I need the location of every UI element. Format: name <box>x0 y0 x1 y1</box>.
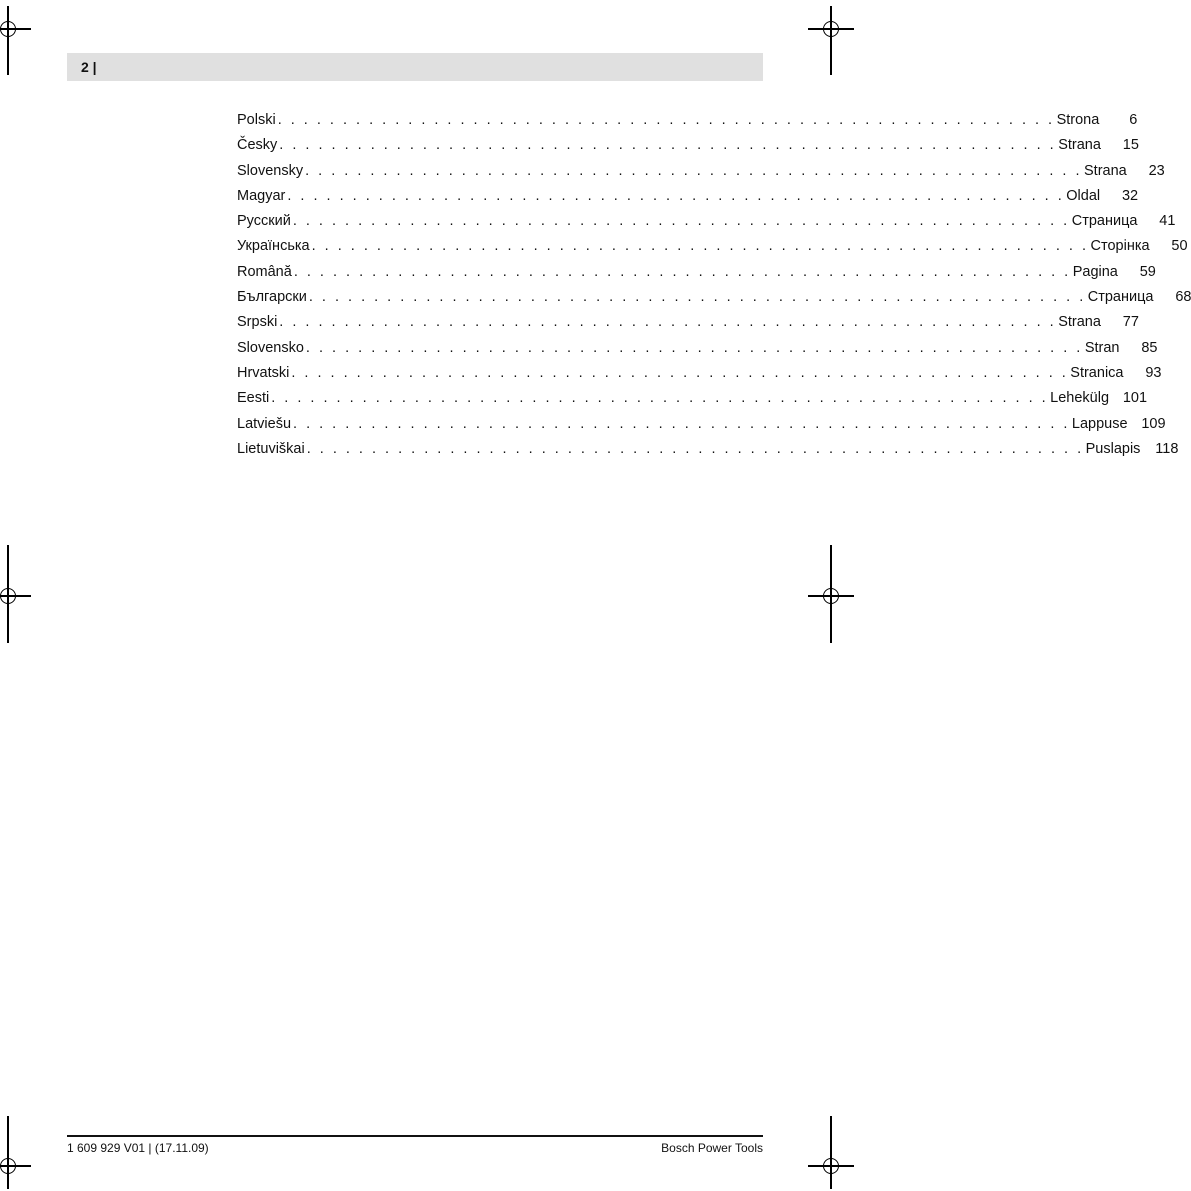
toc-entry <box>237 336 1158 361</box>
toc-language: Česky <box>237 137 278 154</box>
toc-language: Latviešu <box>237 415 292 432</box>
toc-page-number: 101 <box>1122 390 1148 407</box>
toc-dot-leader: . . . . . . . . . . . . . . . . . . . . . . . . . . . . . . . . . . . . . . . . . . . . . . . . . . . . . . . . . . . . <box>292 213 1070 230</box>
toc-entry <box>237 361 1162 386</box>
table-of-contents <box>237 108 1191 462</box>
toc-entry <box>237 133 1139 158</box>
toc-page-word: Strana <box>1058 137 1101 154</box>
toc-language: Українська <box>237 238 310 255</box>
toc-page-number: 15 <box>1122 137 1139 154</box>
toc-page-word: Сторінка <box>1090 238 1150 255</box>
toc-dot-leader: . . . . . . . . . . . . . . . . . . . . . . . . . . . . . . . . . . . . . . . . . . . . . . . . . . . . . . . . . . . . <box>311 238 1089 255</box>
footer-brand: Bosch Power Tools <box>661 1141 763 1155</box>
toc-page-number: 77 <box>1122 314 1139 331</box>
toc-dot-leader: . . . . . . . . . . . . . . . . . . . . . . . . . . . . . . . . . . . . . . . . . . . . . . . . . . . . . . . . . . . . <box>271 390 1049 407</box>
page-number: 2 | <box>81 59 97 75</box>
crop-line <box>7 40 9 75</box>
crop-line <box>830 1116 832 1146</box>
toc-page-number: 68 <box>1175 289 1191 306</box>
toc-page-number: 41 <box>1159 213 1176 230</box>
toc-page-word: Lehekülg <box>1050 390 1110 407</box>
toc-dot-leader: . . . . . . . . . . . . . . . . . . . . . . . . . . . . . . . . . . . . . . . . . . . . . . . . . . . . . . . . . . . . <box>293 263 1071 280</box>
toc-dot-leader: . . . . . . . . . . . . . . . . . . . . . . . . . . . . . . . . . . . . . . . . . . . . . . . . . . . . . . . . . . . . <box>306 440 1084 457</box>
toc-dot-leader: . . . . . . . . . . . . . . . . . . . . . . . . . . . . . . . . . . . . . . . . . . . . . . . . . . . . . . . . . . . . <box>308 289 1086 306</box>
crop-line <box>830 40 832 75</box>
toc-page-word: Stran <box>1084 339 1120 356</box>
footer-doc-id: 1 609 929 V01 | (17.11.09) <box>67 1141 209 1155</box>
toc-page-word: Strona <box>1056 112 1100 128</box>
toc-page-word: Strana <box>1084 162 1127 179</box>
registration-mark-top-left <box>0 18 19 40</box>
toc-language: Magyar <box>237 187 286 204</box>
footer-rule <box>67 1135 763 1137</box>
crop-line <box>7 1116 9 1146</box>
toc-page-number: 85 <box>1141 339 1158 356</box>
toc-entry <box>237 234 1188 259</box>
crop-line <box>830 545 832 643</box>
toc-dot-leader: . . . . . . . . . . . . . . . . . . . . . . . . . . . . . . . . . . . . . . . . . . . . . . . . . . . . . . . . . . . . <box>279 314 1057 331</box>
toc-entry <box>237 108 1138 133</box>
toc-page-word: Lappuse <box>1071 415 1128 432</box>
toc-entry <box>237 285 1191 310</box>
toc-page-word: Oldal <box>1066 187 1101 204</box>
toc-entry <box>237 159 1165 184</box>
toc-language: Български <box>237 289 307 306</box>
toc-language: Polski <box>237 112 276 128</box>
toc-language: Lietuviškai <box>237 440 305 457</box>
page-header-bar <box>67 53 763 81</box>
toc-language: Slovensky <box>237 162 304 179</box>
toc-page-word: Stranica <box>1070 364 1124 381</box>
toc-language: Русский <box>237 213 291 230</box>
toc-dot-leader: . . . . . . . . . . . . . . . . . . . . . . . . . . . . . . . . . . . . . . . . . . . . . . . . . . . . . . . . . . . . <box>291 364 1069 381</box>
registration-mark-bottom-right <box>820 1155 842 1177</box>
toc-page-word: Strana <box>1058 314 1101 331</box>
toc-dot-leader: . . . . . . . . . . . . . . . . . . . . . . . . . . . . . . . . . . . . . . . . . . . . . . . . . . . . . . . . . . . . <box>287 187 1065 204</box>
toc-language: Română <box>237 263 292 280</box>
registration-mark-bottom-left <box>0 1155 19 1177</box>
toc-entry <box>237 386 1148 411</box>
toc-language: Slovensko <box>237 339 304 356</box>
toc-dot-leader: . . . . . . . . . . . . . . . . . . . . . . . . . . . . . . . . . . . . . . . . . . . . . . . . . . . . . . . . . . . . <box>279 137 1057 154</box>
toc-dot-leader: . . . . . . . . . . . . . . . . . . . . . . . . . . . . . . . . . . . . . . . . . . . . . . . . . . . . . . . . . . . . <box>305 339 1083 356</box>
toc-language: Hrvatski <box>237 364 290 381</box>
toc-language: Eesti <box>237 390 270 407</box>
registration-mark-top-right <box>820 18 842 40</box>
toc-language: Srpski <box>237 314 278 331</box>
toc-page-number: 93 <box>1145 364 1162 381</box>
toc-entry <box>237 412 1166 437</box>
toc-entry <box>237 437 1179 462</box>
toc-page-word: Страница <box>1071 213 1138 230</box>
toc-entry <box>237 184 1139 209</box>
toc-page-word: Pagina <box>1072 263 1118 280</box>
toc-entry <box>237 260 1156 285</box>
toc-page-number: 59 <box>1139 263 1156 280</box>
toc-entry <box>237 209 1176 234</box>
crop-line <box>7 545 9 643</box>
toc-page-number: 23 <box>1148 162 1165 179</box>
toc-entry <box>237 310 1139 335</box>
toc-dot-leader: . . . . . . . . . . . . . . . . . . . . . . . . . . . . . . . . . . . . . . . . . . . . . . . . . . . . . . . . . . . . <box>277 112 1055 128</box>
toc-dot-leader: . . . . . . . . . . . . . . . . . . . . . . . . . . . . . . . . . . . . . . . . . . . . . . . . . . . . . . . . . . . . <box>293 415 1070 432</box>
toc-page-number: 50 <box>1171 238 1188 255</box>
toc-dot-leader: . . . . . . . . . . . . . . . . . . . . . . . . . . . . . . . . . . . . . . . . . . . . . . . . . . . . . . . . . . . . <box>305 162 1082 179</box>
toc-page-number: 6 <box>1129 112 1138 128</box>
toc-page-word: Puslapis <box>1085 440 1141 457</box>
toc-page-number: 118 <box>1155 440 1179 457</box>
toc-page-word: Страница <box>1087 289 1154 306</box>
toc-page-number: 32 <box>1121 187 1139 204</box>
registration-mark-mid-left <box>0 585 19 607</box>
toc-page-number: 109 <box>1141 415 1166 432</box>
